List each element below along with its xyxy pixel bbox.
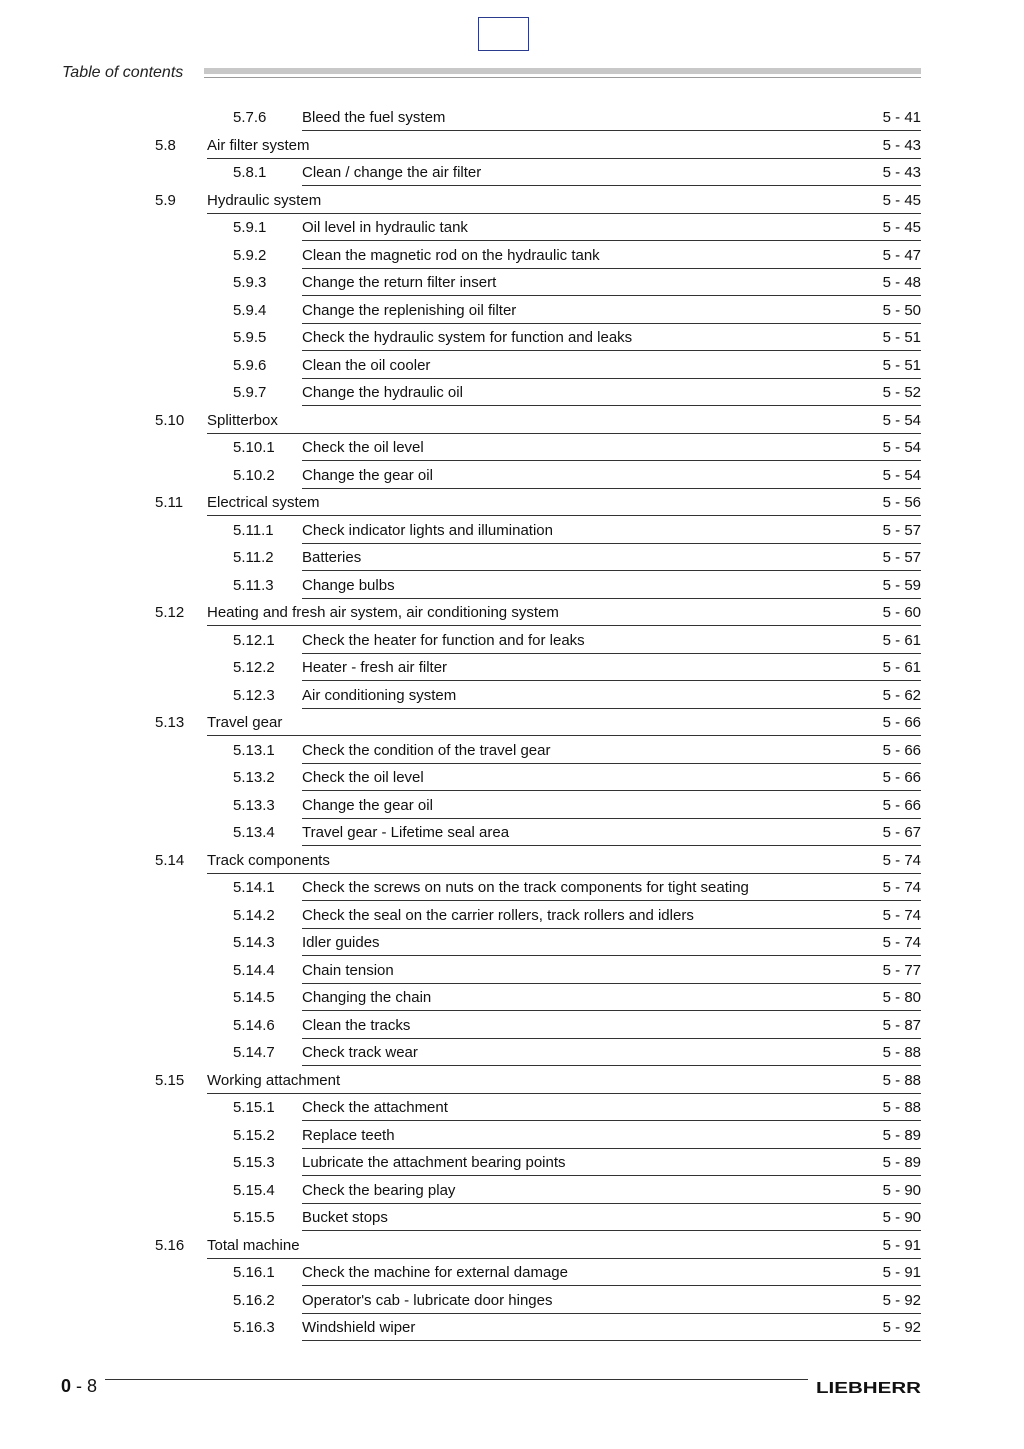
toc-number: 5.12.3: [233, 687, 275, 704]
toc-rule: [302, 680, 921, 681]
toc-rule: [302, 1313, 921, 1314]
toc-subsection-row[interactable]: [233, 437, 921, 464]
toc-section-row[interactable]: [155, 602, 921, 629]
toc-section-row[interactable]: [155, 1070, 921, 1097]
toc-title: Heating and fresh air system, air conditioning system: [207, 604, 559, 621]
toc-subsection-row[interactable]: [233, 107, 921, 134]
toc-section-row[interactable]: [155, 135, 921, 162]
toc-subsection-row[interactable]: [233, 272, 921, 299]
toc-subsection-row[interactable]: [233, 740, 921, 767]
toc-title: Check indicator lights and illumination: [302, 522, 553, 539]
toc-number: 5.9.3: [233, 274, 267, 291]
toc-rule: [302, 378, 921, 379]
toc-title: Travel gear - Lifetime seal area: [302, 824, 510, 841]
toc-number: 5.11.3: [233, 577, 274, 594]
toc-subsection-row[interactable]: [233, 1207, 921, 1234]
page-index: 8: [87, 1376, 98, 1396]
toc-rule: [302, 1230, 921, 1231]
toc-title: Check the heater for function and for leaks: [302, 632, 585, 649]
toc-rule: [207, 625, 921, 626]
toc-title: Check the oil level: [302, 769, 424, 786]
toc-rule: [302, 543, 921, 544]
toc-rule: [302, 130, 921, 131]
toc-number: 5.11.2: [233, 549, 274, 566]
toc-number: 5.14.5: [233, 989, 275, 1006]
toc-title: Clean the tracks: [302, 1017, 411, 1034]
toc-number: 5.16.2: [233, 1292, 275, 1309]
toc-subsection-row[interactable]: [233, 355, 921, 382]
toc-rule: [302, 323, 921, 324]
toc-number: 5.14: [155, 852, 185, 869]
toc-rule: [302, 1340, 921, 1341]
toc-number: 5.16.1: [233, 1264, 275, 1281]
toc-number: 5.13.3: [233, 797, 275, 814]
toc-subsection-row[interactable]: [233, 1125, 921, 1152]
toc-title: Track components: [207, 852, 330, 869]
toc-title: Changing the chain: [302, 989, 432, 1006]
toc-page: 5 - 61: [882, 632, 921, 649]
toc-title: Total machine: [207, 1237, 300, 1254]
toc-subsection-row[interactable]: [233, 547, 921, 574]
toc-subsection-row[interactable]: [233, 657, 921, 684]
toc-rule: [302, 268, 921, 269]
toc-page: 5 - 47: [882, 247, 921, 264]
toc-page: 5 - 74: [882, 879, 921, 896]
toc-number: 5.9.5: [233, 329, 267, 346]
toc-title: Change the gear oil: [302, 797, 433, 814]
toc-title: Heater - fresh air filter: [302, 659, 448, 676]
toc-number: 5.8.1: [233, 164, 267, 181]
svg-text:LIEBHERR: LIEBHERR: [816, 1380, 922, 1395]
toc-page: 5 - 54: [882, 412, 921, 429]
chapter-number: 0: [61, 1376, 72, 1396]
toc-rule: [207, 158, 921, 159]
toc-rule: [302, 818, 921, 819]
toc-page: 5 - 43: [882, 164, 921, 181]
toc-section-row[interactable]: [155, 190, 921, 217]
toc-subsection-row[interactable]: [233, 960, 921, 987]
toc-subsection-row[interactable]: [233, 822, 921, 849]
toc-number: 5.12.1: [233, 632, 275, 649]
toc-page: 5 - 59: [882, 577, 921, 594]
footer-rule: [105, 1379, 808, 1380]
toc-subsection-row[interactable]: [233, 217, 921, 244]
toc-page: 5 - 57: [882, 549, 921, 566]
toc-rule: [207, 735, 921, 736]
toc-rule: [207, 1258, 921, 1259]
toc-page: 5 - 52: [882, 384, 921, 401]
toc-subsection-row[interactable]: [233, 685, 921, 712]
toc-subsection-row[interactable]: [233, 327, 921, 354]
toc-number: 5.15.1: [233, 1099, 275, 1116]
toc-number: 5.7.6: [233, 109, 267, 126]
toc-page: 5 - 74: [882, 934, 921, 951]
toc-number: 5.15.5: [233, 1209, 275, 1226]
toc-title: Change the return filter insert: [302, 274, 497, 291]
toc-page: 5 - 88: [882, 1099, 921, 1116]
toc-page: 5 - 51: [882, 357, 921, 374]
toc-title: Bleed the fuel system: [302, 109, 446, 126]
toc-title: Idler guides: [302, 934, 380, 951]
toc-title: Chain tension: [302, 962, 394, 979]
header-rule: [204, 77, 921, 78]
toc-title: Check the screws on nuts on the track components for tight seating: [302, 879, 749, 896]
toc-number: 5.14.7: [233, 1044, 275, 1061]
toc-page: 5 - 51: [882, 329, 921, 346]
toc-subsection-row[interactable]: [233, 575, 921, 602]
toc-number: 5.15: [155, 1072, 185, 1089]
toc-subsection-row[interactable]: [233, 162, 921, 189]
toc-title: Change the gear oil: [302, 467, 433, 484]
toc-rule: [207, 1093, 921, 1094]
toc-title: Batteries: [302, 549, 362, 566]
toc-number: 5.10.1: [233, 439, 275, 456]
toc-rule: [302, 1285, 921, 1286]
toc-title: Oil level in hydraulic tank: [302, 219, 468, 236]
toc-rule: [302, 1010, 921, 1011]
toc-subsection-row[interactable]: [233, 630, 921, 657]
toc-title: Clean the magnetic rod on the hydraulic tank: [302, 247, 600, 264]
toc-page: 5 - 41: [882, 109, 921, 126]
toc-title: Travel gear: [207, 714, 283, 731]
toc-page: 5 - 66: [882, 797, 921, 814]
toc-number: 5.13: [155, 714, 185, 731]
toc-subsection-row[interactable]: [233, 300, 921, 327]
toc-rule: [207, 433, 921, 434]
toc-page: 5 - 57: [882, 522, 921, 539]
toc-title: Lubricate the attachment bearing points: [302, 1154, 566, 1171]
toc-rule: [302, 708, 921, 709]
toc-rule: [302, 900, 921, 901]
toc-subsection-row[interactable]: [233, 905, 921, 932]
toc-number: 5.12: [155, 604, 185, 621]
page-number: [61, 1376, 97, 1397]
toc-page: 5 - 89: [882, 1154, 921, 1171]
toc-page: 5 - 90: [882, 1209, 921, 1226]
toc-rule: [302, 653, 921, 654]
toc-page: 5 - 92: [882, 1319, 921, 1336]
toc-title: Check the machine for external damage: [302, 1264, 568, 1281]
toc-page: 5 - 77: [882, 962, 921, 979]
toc-number: 5.8: [155, 137, 176, 154]
toc-number: 5.10.2: [233, 467, 275, 484]
toc-title: Check the bearing play: [302, 1182, 456, 1199]
toc-section-row[interactable]: [155, 1235, 921, 1262]
toc-title: Hydraulic system: [207, 192, 322, 209]
toc-subsection-row[interactable]: [233, 1317, 921, 1344]
toc-number: 5.14.3: [233, 934, 275, 951]
toc-subsection-row[interactable]: [233, 1015, 921, 1042]
toc-title: Check the hydraulic system for function and leaks: [302, 329, 633, 346]
toc-rule: [302, 185, 921, 186]
toc-rule: [302, 598, 921, 599]
toc-number: 5.9.2: [233, 247, 267, 264]
toc-page: 5 - 91: [882, 1264, 921, 1281]
toc-rule: [302, 1038, 921, 1039]
toc-rule: [302, 790, 921, 791]
toc-rule: [302, 570, 921, 571]
toc-number: 5.15.3: [233, 1154, 275, 1171]
toc-rule: [207, 873, 921, 874]
toc-title: Air filter system: [207, 137, 310, 154]
toc-page: 5 - 54: [882, 439, 921, 456]
toc-subsection-row[interactable]: [233, 1290, 921, 1317]
toc-number: 5.11: [155, 494, 184, 511]
toc-number: 5.15.4: [233, 1182, 275, 1199]
toc-number: 5.13.2: [233, 769, 275, 786]
toc-number: 5.10: [155, 412, 185, 429]
toc-page: 5 - 56: [882, 494, 921, 511]
toc-subsection-row[interactable]: [233, 795, 921, 822]
toc-page: 5 - 89: [882, 1127, 921, 1144]
toc-rule: [302, 350, 921, 351]
toc-title: Clean / change the air filter: [302, 164, 482, 181]
toc-page: 5 - 66: [882, 742, 921, 759]
toc-page: 5 - 91: [882, 1237, 921, 1254]
toc-section-row[interactable]: [155, 850, 921, 877]
toc-title: Air conditioning system: [302, 687, 457, 704]
toc-number: 5.11.1: [233, 522, 274, 539]
toc-title: Replace teeth: [302, 1127, 395, 1144]
toc-page: 5 - 92: [882, 1292, 921, 1309]
toc-title: Change bulbs: [302, 577, 395, 594]
toc-rule: [302, 460, 921, 461]
toc-rule: [302, 928, 921, 929]
toc-page: 5 - 66: [882, 769, 921, 786]
toc-title: Electrical system: [207, 494, 320, 511]
toc-number: 5.9.6: [233, 357, 267, 374]
toc-page: 5 - 74: [882, 907, 921, 924]
toc-number: 5.9.1: [233, 219, 267, 236]
toc-page: 5 - 66: [882, 714, 921, 731]
toc-page: 5 - 87: [882, 1017, 921, 1034]
page-separator: -: [71, 1376, 88, 1396]
toc-title: Check the oil level: [302, 439, 424, 456]
toc-rule: [302, 240, 921, 241]
toc-subsection-row[interactable]: [233, 1152, 921, 1179]
toc-number: 5.14.1: [233, 879, 275, 896]
toc-title: Check track wear: [302, 1044, 418, 1061]
toc-rule: [207, 213, 921, 214]
toc-rule: [302, 295, 921, 296]
toc-rule: [302, 763, 921, 764]
toc-number: 5.9.7: [233, 384, 267, 401]
toc-title: Check the condition of the travel gear: [302, 742, 551, 759]
toc-subsection-row[interactable]: [233, 767, 921, 794]
toc-page: 5 - 74: [882, 852, 921, 869]
toc-title: Check the seal on the carrier rollers, track rollers and idlers: [302, 907, 694, 924]
toc-title: Working attachment: [207, 1072, 341, 1089]
toc-page: 5 - 60: [882, 604, 921, 621]
toc-page: 5 - 88: [882, 1044, 921, 1061]
brand-logo: [815, 1379, 922, 1395]
toc-number: 5.9: [155, 192, 176, 209]
toc-page: 5 - 61: [882, 659, 921, 676]
toc-rule: [302, 405, 921, 406]
toc-section-row[interactable]: [155, 712, 921, 739]
toc-subsection-row[interactable]: [233, 1097, 921, 1124]
toc-subsection-row[interactable]: [233, 465, 921, 492]
toc-number: 5.9.4: [233, 302, 267, 319]
toc-page: 5 - 67: [882, 824, 921, 841]
toc-rule: [302, 983, 921, 984]
toc-subsection-row[interactable]: [233, 1042, 921, 1069]
toc-rule: [302, 488, 921, 489]
toc-page: 5 - 45: [882, 219, 921, 236]
toc-page: 5 - 43: [882, 137, 921, 154]
toc-rule: [302, 1148, 921, 1149]
toc-page: 5 - 54: [882, 467, 921, 484]
brand-logo-graphic: [815, 1379, 922, 1395]
toc-title: Clean the oil cooler: [302, 357, 431, 374]
toc-number: 5.14.6: [233, 1017, 275, 1034]
toc-number: 5.15.2: [233, 1127, 275, 1144]
toc-title: Change the hydraulic oil: [302, 384, 463, 401]
toc-title: Splitterbox: [207, 412, 278, 429]
page-title: Table of contents: [62, 64, 184, 81]
header-bar: [204, 68, 921, 74]
toc-title: Change the replenishing oil filter: [302, 302, 517, 319]
toc-subsection-row[interactable]: [233, 382, 921, 409]
toc-number: 5.14.2: [233, 907, 275, 924]
toc-number: 5.16.3: [233, 1319, 275, 1336]
toc-number: 5.13.4: [233, 824, 275, 841]
toc-title: Bucket stops: [302, 1209, 388, 1226]
toc-rule: [302, 1065, 921, 1066]
toc-rule: [302, 1120, 921, 1121]
toc-subsection-row[interactable]: [233, 932, 921, 959]
toc-page: 5 - 62: [882, 687, 921, 704]
toc-number: 5.13.1: [233, 742, 275, 759]
toc-title: Windshield wiper: [302, 1319, 416, 1336]
toc-subsection-row[interactable]: [233, 520, 921, 547]
toc-number: 5.16: [155, 1237, 185, 1254]
toc-page: 5 - 50: [882, 302, 921, 319]
toc-rule: [207, 515, 921, 516]
toc-rule: [302, 1203, 921, 1204]
toc-subsection-row[interactable]: [233, 877, 921, 904]
header-marker-box: [478, 17, 529, 51]
toc-title: Check the attachment: [302, 1099, 448, 1116]
toc-page: 5 - 90: [882, 1182, 921, 1199]
toc-title: Operator's cab - lubricate door hinges: [302, 1292, 553, 1309]
toc-number: 5.14.4: [233, 962, 275, 979]
toc-subsection-row[interactable]: [233, 1180, 921, 1207]
toc-page: 5 - 48: [882, 274, 921, 291]
toc-page: 5 - 45: [882, 192, 921, 209]
toc-rule: [302, 955, 921, 956]
toc-subsection-row[interactable]: [233, 987, 921, 1014]
toc-page: 5 - 80: [882, 989, 921, 1006]
toc-page: 5 - 88: [882, 1072, 921, 1089]
toc-section-row[interactable]: [155, 492, 921, 519]
toc-number: 5.12.2: [233, 659, 275, 676]
toc-subsection-row[interactable]: [233, 1262, 921, 1289]
toc-section-row[interactable]: [155, 410, 921, 437]
toc-rule: [302, 1175, 921, 1176]
toc-subsection-row[interactable]: [233, 245, 921, 272]
toc-rule: [302, 845, 921, 846]
